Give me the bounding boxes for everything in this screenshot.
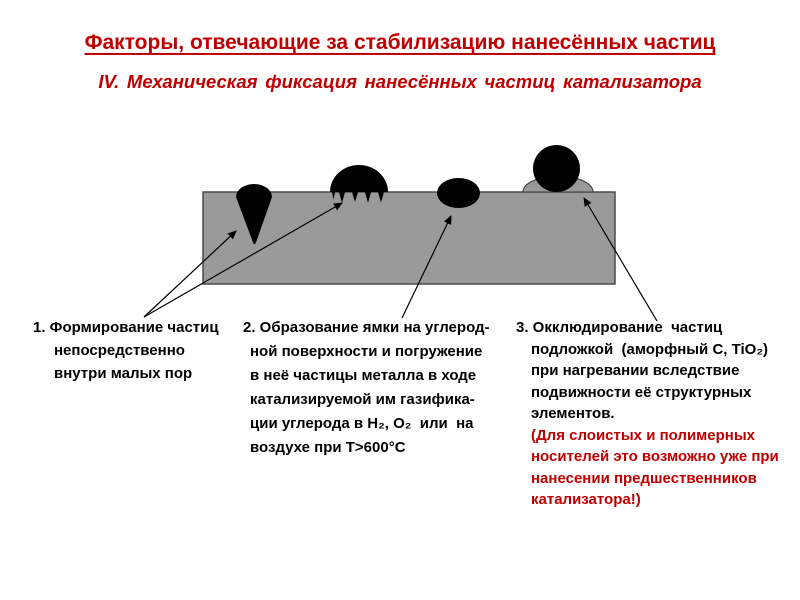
note-line: при нагревании вследствие <box>531 362 740 379</box>
note-line: в неё частицы металла в ходе <box>250 367 477 384</box>
note-pore-formation <box>33 316 253 385</box>
note-line: ции углерода в H₂, O₂ или на <box>250 415 474 432</box>
note-line-red: носителей это возможно уже при <box>531 448 779 465</box>
note-line: элементов. <box>531 405 615 422</box>
note-line: подвижности её структурных <box>531 383 752 401</box>
note-line: внутри малых пор <box>54 365 193 382</box>
note-occlusion <box>516 317 798 511</box>
note-line-red: (Для слоистых и полимерных <box>531 426 755 444</box>
slide-subtitle: IV. Механическая фиксация нанесённых частиц катализатора <box>98 71 702 92</box>
note-line: подложкой (аморфный C, TiO₂) <box>531 340 769 358</box>
note-pit-gasification <box>243 316 513 460</box>
note-line: непосредственно <box>54 342 185 359</box>
note-line: 2. Образование ямки на углерод- <box>243 319 490 336</box>
note-line: 1. Формирование частиц <box>33 319 219 336</box>
slide-title: Факторы, отвечающие за стабилизацию нанесённых частиц <box>84 31 716 54</box>
note-line: катализируемой им газифика- <box>250 391 475 408</box>
sunken-particle-shape <box>437 178 480 208</box>
occluded-particle-shape <box>533 145 580 192</box>
note-line: воздухе при Т>600°C <box>250 439 406 456</box>
note-line: 3. Окклюдирование частиц <box>516 319 723 336</box>
note-line-red: катализатора!) <box>531 491 641 508</box>
note-line: ной поверхности и погружение <box>250 343 483 360</box>
note-line-red: нанесении предшественников <box>531 469 757 487</box>
